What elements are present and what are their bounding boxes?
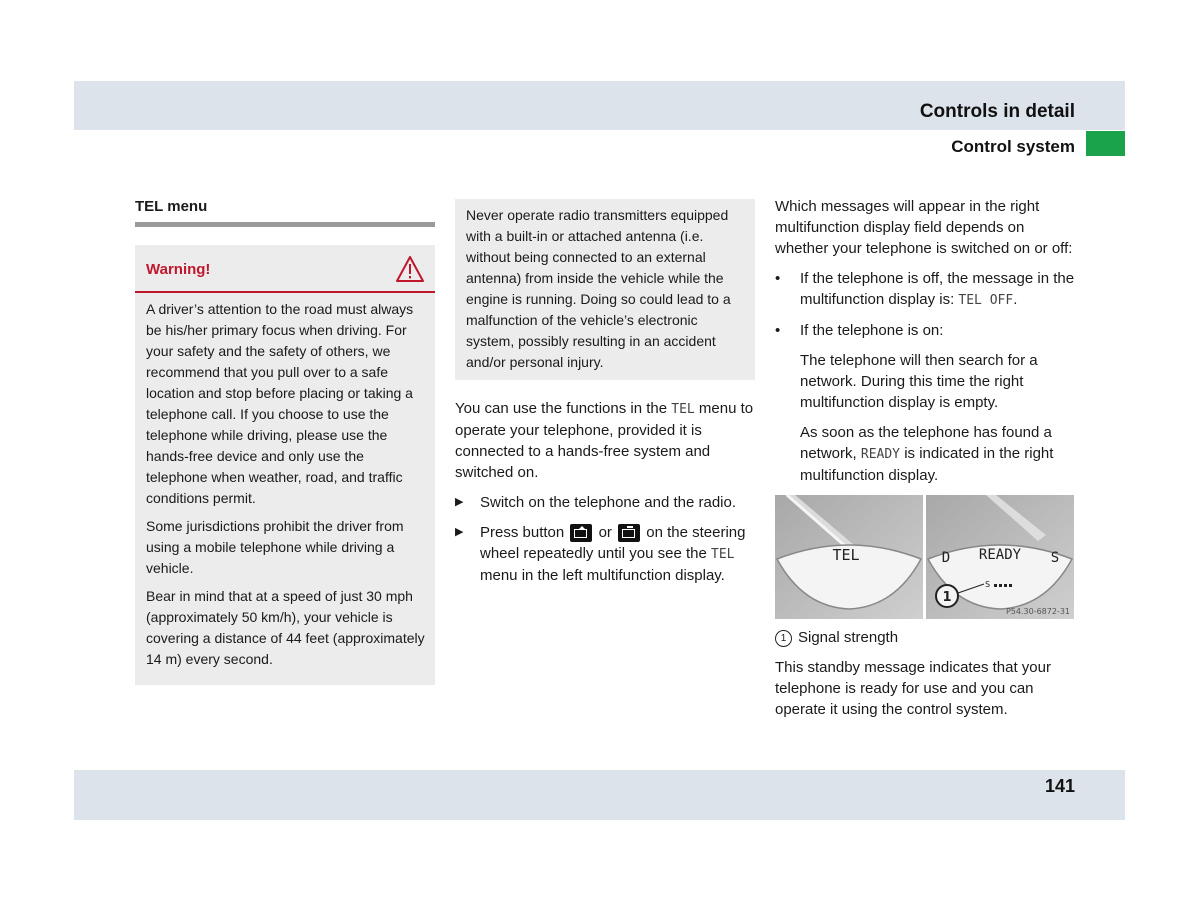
text-span: menu in the left multifunction display. <box>480 567 725 584</box>
chapter-title: Controls in detail <box>919 101 1075 122</box>
section-subtitle: Control system <box>951 137 1075 156</box>
closing-paragraph: This standby message indicates that your telephone is ready for use and you can operate it using the control system. <box>775 659 1051 718</box>
text-span: Press button <box>480 524 565 541</box>
page-number: 141 <box>1044 776 1075 796</box>
text-span: is indicated in the right multifunction display. <box>800 445 1054 484</box>
left-display-photo <box>775 495 923 619</box>
caption-text: Signal strength <box>798 629 899 646</box>
warning-header <box>135 245 435 293</box>
warning-paragraph: Bear in mind that at a speed of just 30 mph (approximately 50 km/h), your vehicle is covering a distance of 44 feet (approximately 14 m) every second. <box>146 588 425 667</box>
step-arrow-icon: ▶ <box>455 496 464 508</box>
right-display-photo <box>926 495 1074 619</box>
display-code: READY <box>860 447 901 462</box>
indented-paragraph: The telephone will then search for a network. During this time the right multifunction display is empty. <box>800 352 1038 411</box>
text-span: menu to operate your telephone, provided it is connected to a hands-free system and switched on. <box>455 400 754 481</box>
display-code: TEL <box>671 402 695 417</box>
note-box: Never operate radio transmitters equipped with a built-in or attached antenna (i.e. without being connected to an external antenna) from inside the vehicle while the engine is running. Doing so could lead to a malfunction of the vehicle’s electronic system, possibly resulting in an accident and/or personal injury. <box>455 199 755 380</box>
instruction-step <box>455 492 755 513</box>
signal-strength-label: S <box>985 580 991 589</box>
intro-paragraph: Which messages will appear in the right multifunction display field depends on whether your telephone is switched on or off: <box>775 198 1073 257</box>
display-previous-button-icon <box>618 524 640 542</box>
caption-number: 1 <box>775 630 792 647</box>
display-code: TEL <box>711 547 735 562</box>
right-display-text: READY <box>978 547 1022 563</box>
bullet-text: If the telephone is on: <box>800 322 944 339</box>
instruction-step <box>455 522 755 586</box>
warning-box <box>135 245 435 685</box>
text-span: or <box>598 524 612 541</box>
text-span: As soon as the telephone has found a network, <box>800 424 1052 462</box>
bullet-dot-icon: • <box>775 322 781 339</box>
text-span: on the steering wheel repeatedly until you see the <box>480 524 746 562</box>
display-code: TEL OFF <box>958 293 1014 308</box>
right-display-left-letter: D <box>941 550 951 566</box>
step-arrow-icon: ▶ <box>455 526 464 538</box>
warning-triangle-icon <box>395 255 425 283</box>
text-span: If the telephone is off, the message in the multifunction display is: <box>800 270 1075 308</box>
column-left <box>135 196 435 685</box>
text-span: You can use the functions in the <box>455 400 672 417</box>
column-middle <box>455 199 755 595</box>
bullet-dot-icon: • <box>775 270 781 287</box>
chapter-tab-marker <box>1086 131 1125 156</box>
text-span: . <box>1013 291 1018 308</box>
figure-caption <box>775 627 1075 648</box>
section-heading: TEL menu <box>135 198 208 215</box>
figure-ref-code: P54.30-6872-31 <box>1005 607 1070 616</box>
warning-paragraph: Some jurisdictions prohibit the driver from using a mobile telephone while driving a vehicle. <box>146 518 404 576</box>
left-display-text: TEL <box>832 546 860 564</box>
step-text <box>480 522 755 586</box>
display-next-button-icon <box>570 524 592 542</box>
intro-paragraph <box>455 398 755 483</box>
warning-body <box>135 293 435 685</box>
section-rule <box>135 222 435 227</box>
callout-number: 1 <box>942 590 952 605</box>
bullet-text <box>800 268 1075 311</box>
column-right <box>775 196 1075 729</box>
warning-paragraph: A driver’s attention to the road must always be his/her primary focus when driving. For your safety and the safety of others, we recommend that you pull over to a safe location and stop before placing or taking a telephone call. If you choose to use the telephone while driving, please use the hands-free device and only use the telephone when weather, road, and traffic conditions permit. <box>146 301 414 506</box>
bullet-item <box>775 268 1075 311</box>
indented-paragraph <box>800 422 1075 486</box>
step-text: Switch on the telephone and the radio. <box>480 494 737 511</box>
warning-label: Warning! <box>146 260 211 278</box>
bullet-item <box>775 320 1075 341</box>
display-figure <box>775 495 1075 619</box>
footer-band <box>74 770 1125 820</box>
right-display-right-letter: S <box>1050 550 1060 566</box>
